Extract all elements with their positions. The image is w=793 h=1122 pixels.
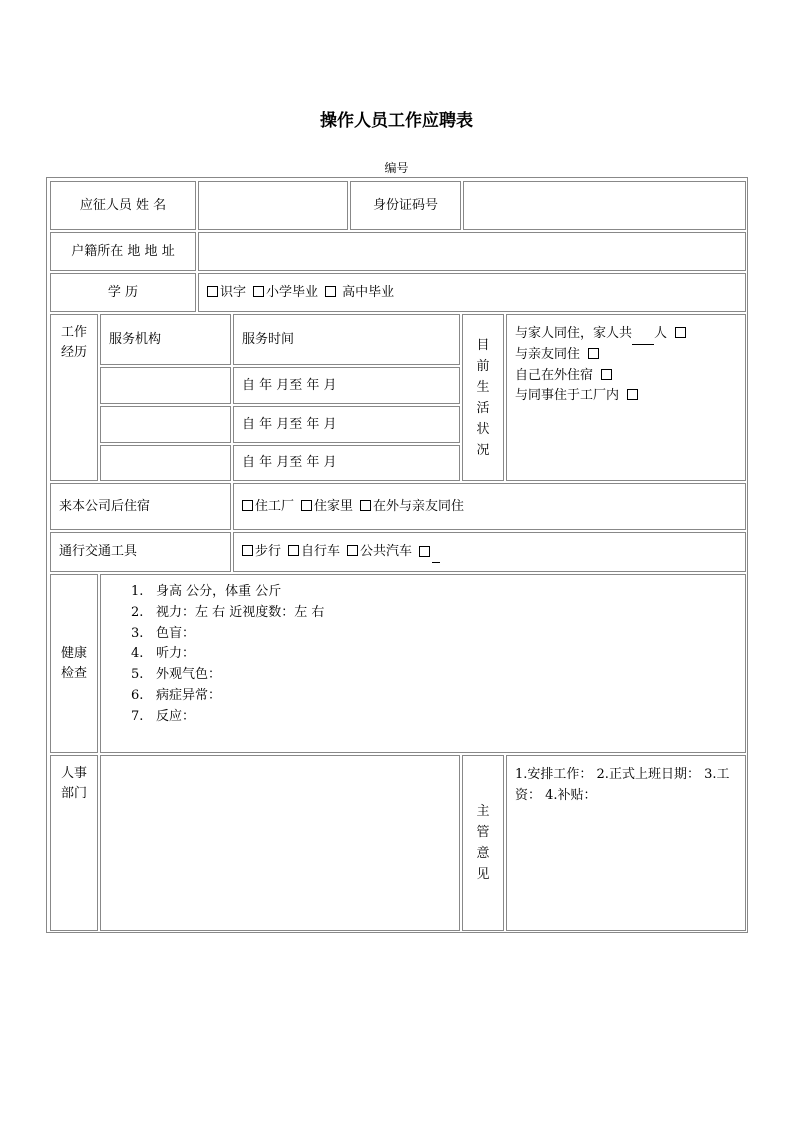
education-options	[198, 273, 746, 312]
hr-department-field[interactable]	[100, 755, 460, 931]
checkbox-icon[interactable]	[242, 545, 253, 556]
serial-number-label: 编号	[384, 161, 409, 175]
education-option-highschool[interactable]: 高中毕业	[325, 283, 394, 303]
transport-other-blank[interactable]	[432, 542, 440, 563]
transport-option-bus[interactable]: 公共汽车	[347, 542, 412, 562]
service-org-field-2[interactable]	[100, 406, 231, 443]
service-org-field-3[interactable]	[100, 445, 231, 481]
health-item-height-weight[interactable]: 1. 身高 公分，体重 公斤	[131, 584, 282, 599]
id-number-field[interactable]	[463, 181, 746, 230]
checkbox-icon[interactable]	[207, 286, 218, 297]
checkbox-icon[interactable]	[288, 545, 299, 556]
education-option-primary[interactable]: 小学毕业	[253, 283, 318, 303]
checkbox-icon[interactable]	[419, 546, 430, 557]
lodging-option-factory[interactable]: 住工厂	[242, 497, 294, 517]
checkbox-icon[interactable]	[360, 500, 371, 511]
service-time-field-1[interactable]: 自 年 月至 年 月	[233, 367, 460, 404]
transport-label: 通行交通工具	[50, 532, 231, 572]
address-field[interactable]	[198, 232, 746, 271]
checkbox-icon[interactable]	[601, 369, 612, 380]
checkbox-icon[interactable]	[627, 389, 638, 400]
hr-department-label: 人事 部门	[50, 755, 98, 931]
lodging-label: 来本公司后住宿	[50, 483, 231, 530]
checkbox-icon[interactable]	[588, 348, 599, 359]
checkbox-icon[interactable]	[325, 286, 336, 297]
health-item-abnormality[interactable]: 6. 病症异常：	[131, 687, 222, 703]
page-title: 操作人员工作应聘表	[320, 111, 473, 131]
living-option-coworkers[interactable]: 与同事住于工厂内	[515, 386, 737, 407]
living-status-label: 目 前 生 活 状 况	[462, 314, 504, 481]
living-status-options	[506, 314, 746, 481]
health-item-hearing[interactable]: 4. 听力：	[131, 646, 196, 662]
supervisor-opinion-label: 主 管 意 见	[462, 755, 504, 931]
health-check-label: 健康 检查	[50, 574, 98, 753]
service-time-field-3[interactable]: 自 年 月至 年 月	[233, 445, 460, 481]
living-option-family[interactable]: 与家人同住，家人共 人	[515, 323, 737, 345]
transport-options	[233, 532, 746, 572]
transport-option-other[interactable]	[419, 542, 440, 563]
health-item-reaction[interactable]: 7. 反应：	[131, 708, 196, 724]
lodging-options	[233, 483, 746, 530]
checkbox-icon[interactable]	[253, 286, 264, 297]
health-item-complexion[interactable]: 5. 外观气色：	[131, 667, 222, 683]
checkbox-icon[interactable]	[301, 500, 312, 511]
education-option-literate[interactable]: 识字	[207, 283, 246, 303]
health-check-items	[100, 574, 746, 753]
education-label: 学 历	[50, 273, 196, 312]
applicant-name-field[interactable]	[198, 181, 348, 230]
transport-option-walk[interactable]: 步行	[242, 542, 281, 562]
health-item-vision[interactable]: 2. 视力：左 右 近视度数：左 右	[131, 604, 325, 620]
living-option-self[interactable]: 自己在外住宿	[515, 366, 737, 387]
transport-option-bicycle[interactable]: 自行车	[288, 542, 340, 562]
id-number-label: 身份证码号	[350, 181, 461, 230]
lodging-option-relatives[interactable]: 在外与亲友同住	[360, 497, 464, 517]
family-count-blank[interactable]	[632, 323, 654, 345]
work-experience-label: 工作 经历	[50, 314, 98, 481]
service-time-field-2[interactable]: 自 年 月至 年 月	[233, 406, 460, 443]
lodging-option-home[interactable]: 住家里	[301, 497, 353, 517]
checkbox-icon[interactable]	[675, 327, 686, 338]
checkbox-icon[interactable]	[242, 500, 253, 511]
service-org-field-1[interactable]	[100, 367, 231, 404]
health-item-color-blindness[interactable]: 3. 色盲：	[131, 625, 196, 641]
checkbox-icon[interactable]	[347, 545, 358, 556]
address-label: 户籍所在 地 地 址	[50, 232, 196, 271]
living-option-relatives[interactable]: 与亲友同住	[515, 345, 737, 366]
supervisor-opinion-field[interactable]: 1.安排工作： 2.正式上班日期： 3.工资： 4.补贴：	[506, 755, 746, 931]
application-form	[46, 177, 748, 933]
applicant-name-label: 应征人员 姓 名	[50, 181, 196, 230]
service-time-header: 服务时间	[233, 314, 460, 365]
service-org-header: 服务机构	[100, 314, 231, 365]
